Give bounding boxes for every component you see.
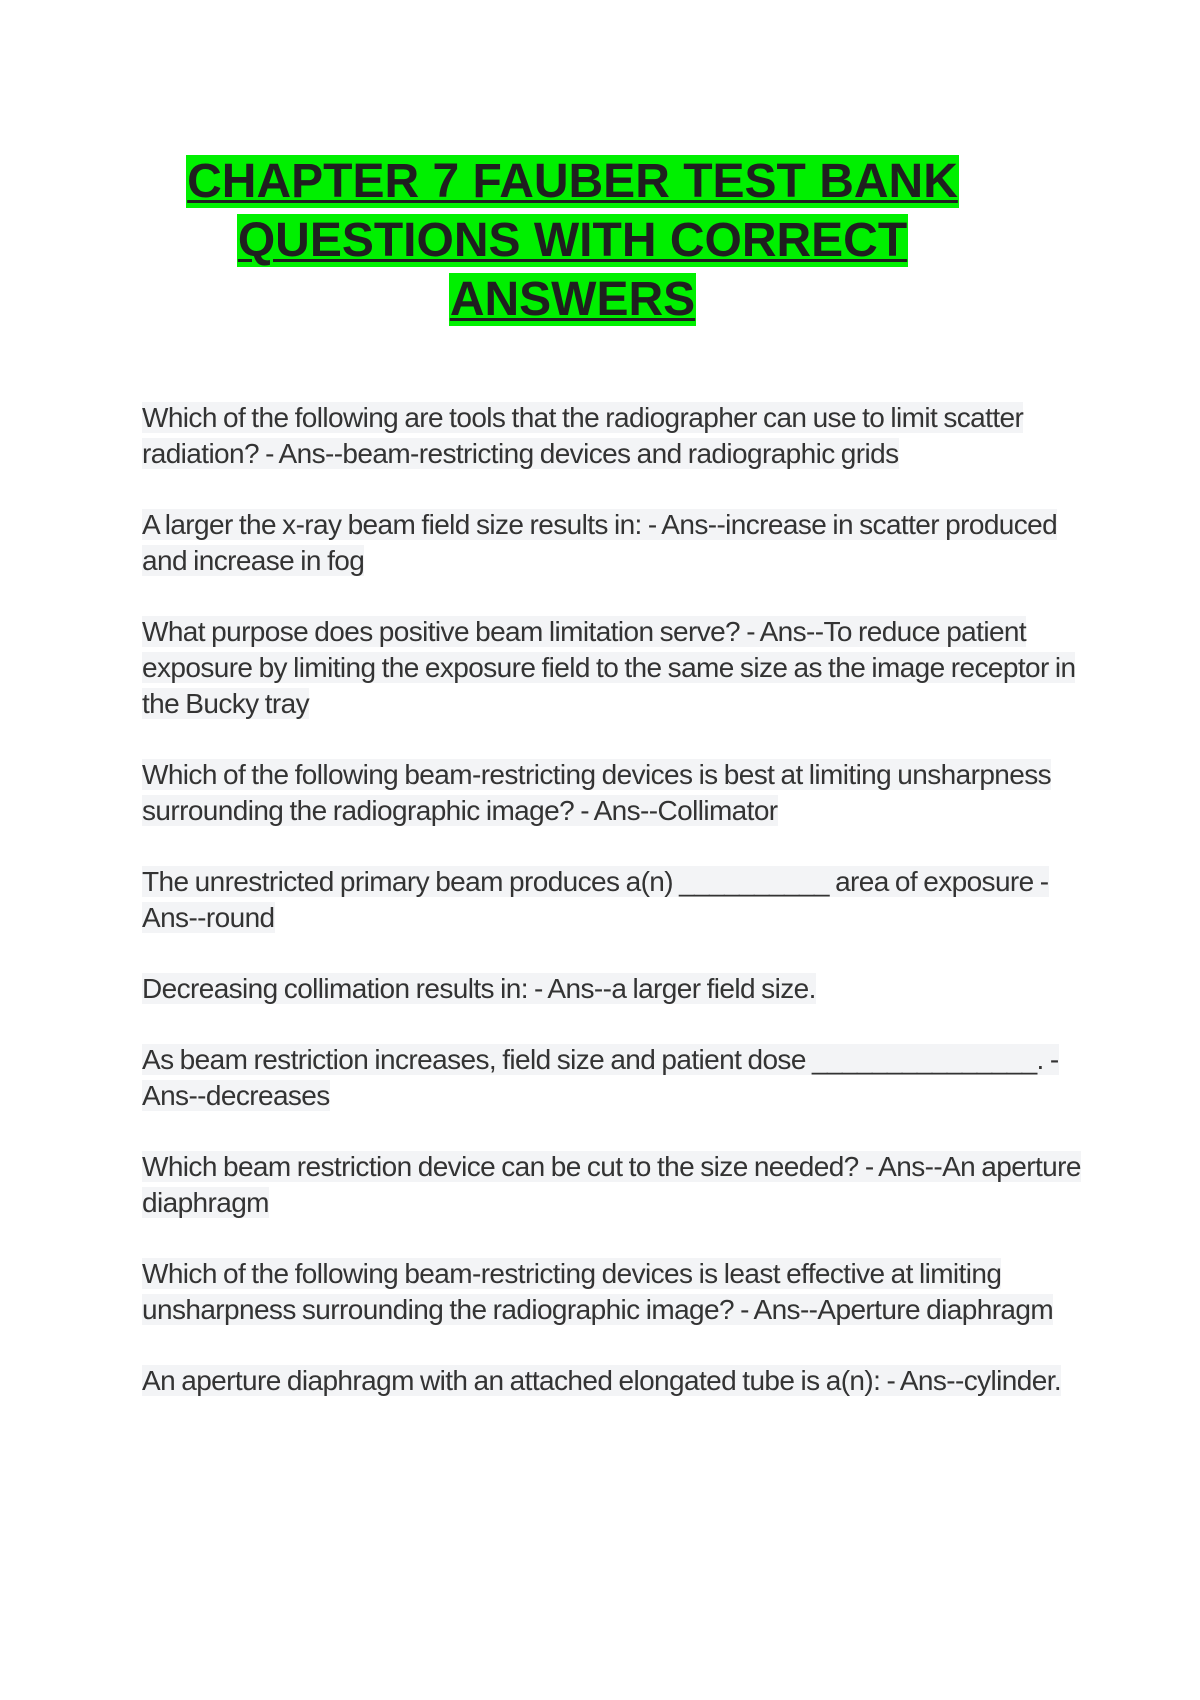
question-answer-item: Which of the following beam-restricting devices is best at limiting unsharpness surrounding the radiographic image? - Ans--Collimator <box>142 759 1052 826</box>
question-answer-item: Which beam restriction device can be cut to the size needed? - Ans--An aperture diaphragm <box>142 1151 1081 1218</box>
question-answer-item: An aperture diaphragm with an attached elongated tube is a(n): - Ans--cylinder. <box>142 1365 1062 1396</box>
question-answer-item: What purpose does positive beam limitation serve? - Ans--To reduce patient exposure by limiting the exposure field to the same size as the image receptor in the Bucky tray <box>142 616 1076 719</box>
question-answer-list <box>142 400 1082 1434</box>
title-line: ANSWERS <box>449 273 696 326</box>
question-answer-item: Which of the following beam-restricting devices is least effective at limiting unsharpness surrounding the radiographic image? - Ans--Aperture diaphragm <box>142 1258 1054 1325</box>
question-answer-item: Decreasing collimation results in: - Ans--a larger field size. <box>142 973 816 1004</box>
document-title <box>150 152 995 329</box>
question-answer-item: The unrestricted primary beam produces a(n) __________ area of exposure - Ans--round <box>142 866 1049 933</box>
title-line: QUESTIONS WITH CORRECT <box>237 214 908 267</box>
question-answer-item: Which of the following are tools that the radiographer can use to limit scatter radiation? - Ans--beam-restricting devices and radiographic grids <box>142 402 1024 469</box>
question-answer-item: As beam restriction increases, field size and patient dose _______________. - Ans--decreases <box>142 1044 1059 1111</box>
title-line: CHAPTER 7 FAUBER TEST BANK <box>187 155 958 208</box>
question-answer-item: A larger the x-ray beam field size results in: - Ans--increase in scatter produced and increase in fog <box>142 509 1058 576</box>
